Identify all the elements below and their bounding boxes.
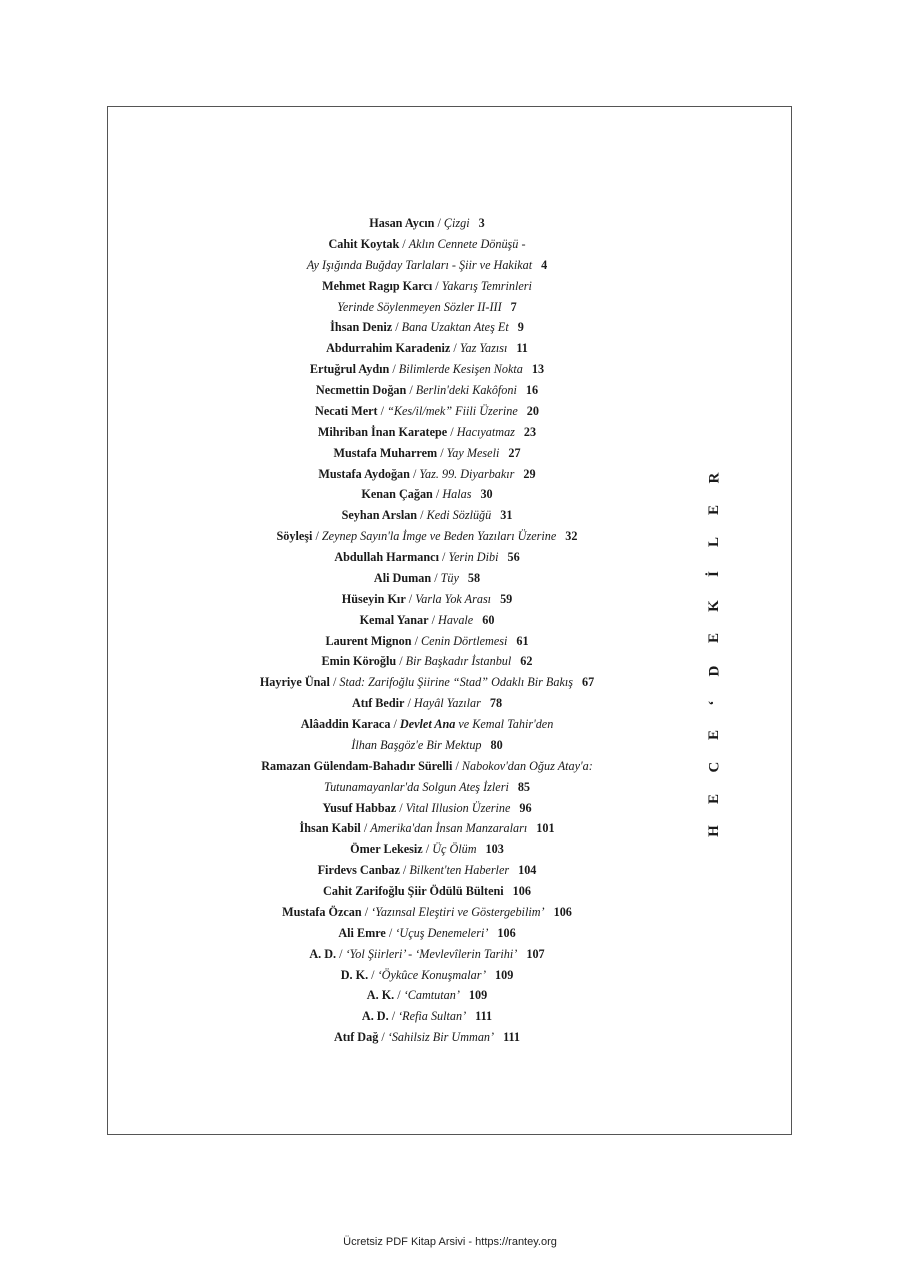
toc-entry: Atıf Dağ / ‘Sahilsiz Bir Umman’ 111 <box>333 1030 521 1045</box>
toc-entry: Ertuğrul Aydın / Bilimlerde Kesişen Nokta 13 <box>309 362 545 377</box>
vertical-title-letter: D <box>705 665 722 677</box>
vertical-title-letter: K <box>705 600 722 613</box>
toc-entry: Cahit Koytak / Aklın Cennete Dönüşü - <box>328 236 526 251</box>
toc-entry: İlhan Başgöz'e Bir Mektup 80 <box>351 737 503 752</box>
toc-entry: Hasan Aycın / Çizgi 3 <box>369 216 485 230</box>
toc-entry: Ramazan Gülendam-Bahadır Sürelli / Nabokov'dan Oğuz Atay'a: <box>261 758 593 773</box>
vertical-title-letter: C <box>705 761 722 773</box>
vertical-title-letter: İ <box>705 571 722 578</box>
table-of-contents <box>107 213 747 1048</box>
toc-entry: A. K. / ‘Camtutan’ 109 <box>366 988 488 1003</box>
toc-entry: Cahit Zarifoğlu Şiir Ödülü Bülteni 106 <box>323 884 531 898</box>
toc-entry: Mustafa Özcan / ‘Yazınsal Eleştiri ve Göstergebilim’ 106 <box>282 904 572 919</box>
toc-entry: Ali Emre / ‘Uçuş Denemeleri’ 106 <box>338 925 516 940</box>
toc-entry: İhsan Kabil / Amerika'dan İnsan Manzaraları 101 <box>299 821 555 836</box>
toc-entry: Ali Duman / Tüy 58 <box>373 570 481 585</box>
toc-entry: Yusuf Habbaz / Vital Illusion Üzerine 96 <box>322 800 532 815</box>
toc-entry: Laurent Mignon / Cenin Dörtlemesi 61 <box>325 633 529 648</box>
toc-entry: Mihriban İnan Karatepe / Hacıyatmaz 23 <box>317 424 537 439</box>
toc-entry: Hayriye Ünal / Stad: Zarifoğlu Şiirine “Stad” Odaklı Bir Bakış 67 <box>259 675 595 690</box>
vertical-title-letter: L <box>705 537 722 548</box>
vertical-title-letter: ‘ <box>705 700 722 706</box>
toc-entry: Mehmet Ragıp Karcı / Yakarış Temrinleri <box>322 278 532 293</box>
footer-text: Ücretsiz PDF Kitap Arsivi - https://rantey.org <box>343 1236 557 1248</box>
toc-entry: Mustafa Aydoğan / Yaz. 99. Diyarbakır 29 <box>318 466 536 481</box>
toc-entry: Hüseyin Kır / Varla Yok Arası 59 <box>341 591 513 606</box>
toc-entry: Alâaddin Karaca / Devlet Ana ve Kemal Tahir'den <box>300 717 554 731</box>
vertical-title-letter: E <box>705 633 722 644</box>
toc-entry: Kemal Yanar / Havale 60 <box>359 612 495 627</box>
toc-entry: Seyhan Arslan / Kedi Sözlüğü 31 <box>341 508 513 523</box>
toc-entry: Tutunamayanlar'da Solgun Ateş İzleri 85 <box>323 779 531 794</box>
vertical-title-letter: E <box>705 729 722 740</box>
toc-entry: A. D. / ‘Yol Şiirleri’ - ‘Mevlevîlerin Tarihi’ 107 <box>309 946 545 961</box>
toc-entry: Ay Işığında Buğday Tarlaları - Şiir ve Hakikat 4 <box>306 257 548 272</box>
vertical-title-letter: R <box>705 472 722 484</box>
toc-entry: Mustafa Muharrem / Yay Meseli 27 <box>333 445 521 460</box>
toc-entry: İhsan Deniz / Bana Uzaktan Ateş Et 9 <box>330 320 524 335</box>
vertical-title-letter: E <box>705 505 722 516</box>
vertical-title-letter: H <box>705 825 722 837</box>
vertical-title-letter: E <box>705 793 722 804</box>
toc-entry: Firdevs Canbaz / Bilkent'ten Haberler 104 <box>317 863 537 878</box>
toc-entry: Söyleşi / Zeynep Sayın'la İmge ve Beden Yazıları Üzerine 32 <box>276 529 578 544</box>
toc-entry: A. D. / ‘Refia Sultan’ 111 <box>361 1009 493 1024</box>
toc-entry: Necmettin Doğan / Berlin'deki Kakôfoni 16 <box>315 383 539 397</box>
vertical-section-title <box>706 462 722 847</box>
toc-entry: Necati Mert / “Kes/il/mek” Fiili Üzerine 20 <box>315 403 539 418</box>
toc-entry: Kenan Çağan / Halas 30 <box>361 487 493 502</box>
toc-entry: D. K. / ‘Öykûce Konuşmalar’ 109 <box>340 967 514 982</box>
toc-entry: Ömer Lekesiz / Üç Ölüm 103 <box>350 842 504 857</box>
toc-entry: Atıf Bedir / Hayâl Yazılar 78 <box>351 696 503 711</box>
toc-entry: Emin Köroğlu / Bir Başkadır İstanbul 62 <box>321 654 533 669</box>
toc-entry: Abdurrahim Karadeniz / Yaz Yazısı 11 <box>326 341 528 356</box>
toc-entry: Yerinde Söylenmeyen Sözler II-III 7 <box>337 299 517 314</box>
toc-entry: Abdullah Harmancı / Yerin Dibi 56 <box>334 550 520 564</box>
